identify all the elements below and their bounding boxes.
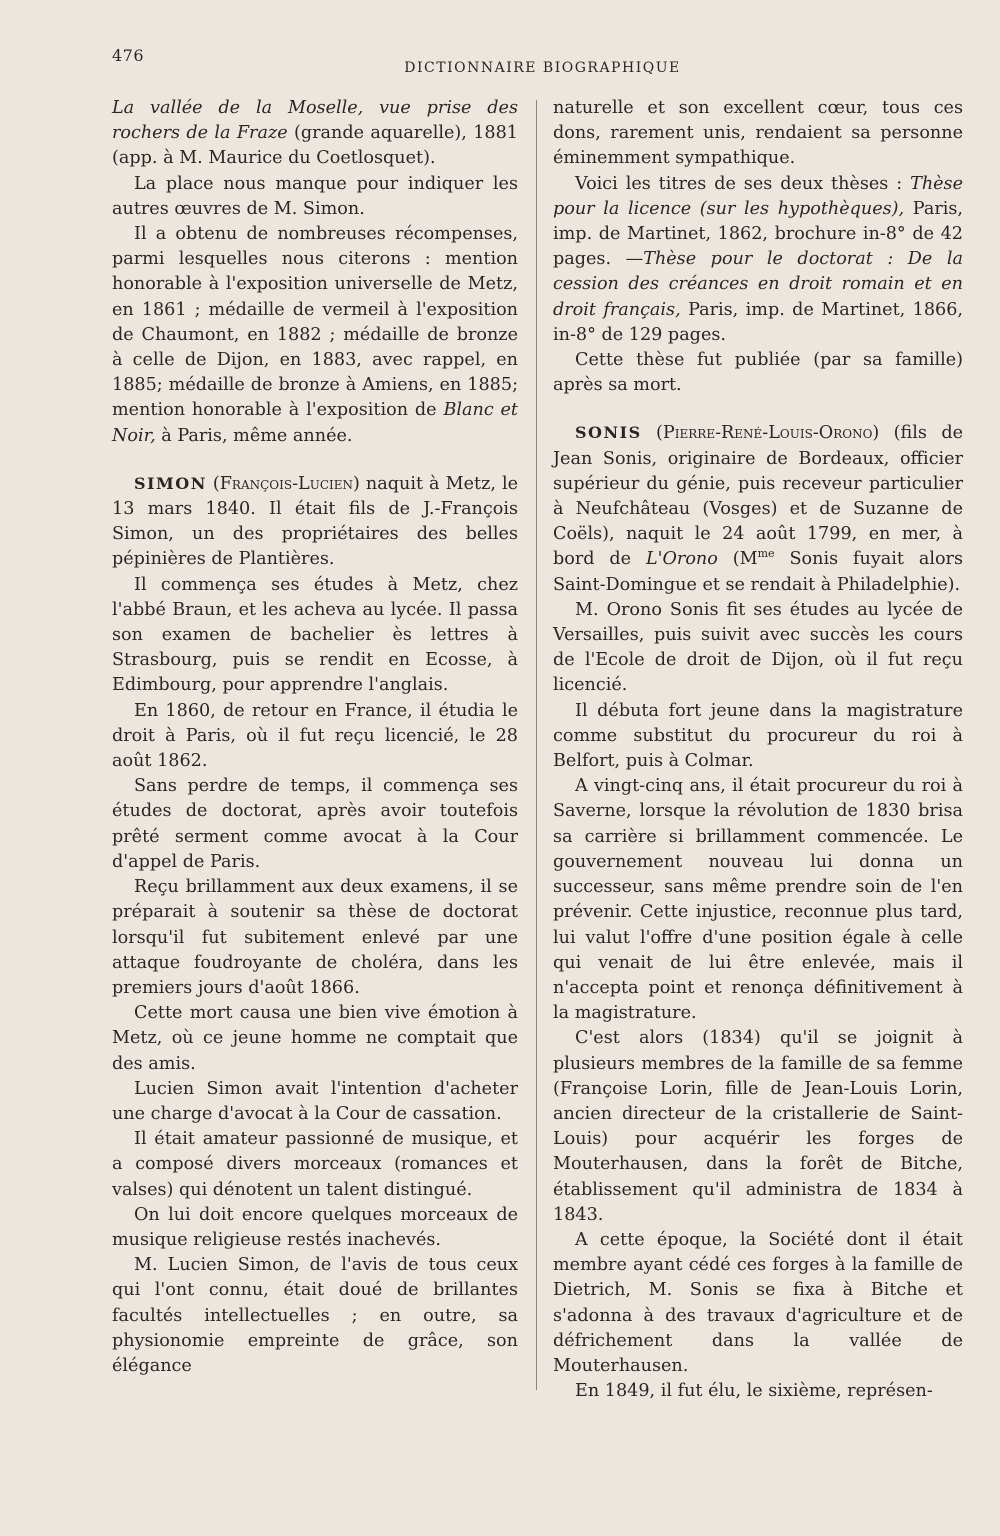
thesis-doctorate-details: Paris, imp. de Martinet, 1866, in-8° de 129 pages.: [553, 299, 964, 345]
thesis-licence-details: Paris, imp. de Martinet, 1862, brochure in-8° de 42 pages. —: [553, 198, 963, 270]
sonis-paragraph-6: A cette époque, la Société dont il était membre ayant cédé ces forges à la famille de Dietrich, M. Sonis se fixa à Bitche et s'adonna à des travaux d'agriculture et de défrichement dans la vallée de Mouterhausen.: [553, 1229, 963, 1376]
theses-intro: Voici les titres de ses deux thèses :: [575, 173, 911, 194]
simon-paragraph-9: On lui doit encore quelques morceaux de musique religieuse restés inachevés.: [112, 1204, 518, 1250]
page-number: 476: [112, 46, 145, 65]
column-divider: [536, 100, 537, 1390]
sonis-paragraph-7: En 1849, il fut élu, le sixième, représen-: [575, 1381, 933, 1402]
simon-paragraph-4: Sans perdre de temps, il commença ses études de doctorat, après avoir toutefois prêté serment comme avocat à la Cour d'appel de Paris.: [112, 776, 518, 872]
sonis-paragraph-2: M. Orono Sonis fit ses études au lycée de Versailles, puis suivit avec succès les cours de l'Ecole de droit de Dijon, où il fut reçu licencié.: [553, 599, 963, 696]
sonis-birth-text: (fils de Jean Sonis, originaire de Bordeaux, officier supérieur du génie, puis receveur particulier à Neufchâteau (Vosges) et de Suzanne de Coëls), naquit le 24 août 1799, en mer, à bord de: [553, 423, 963, 570]
entry-sonis-opening: [553, 420, 963, 597]
simon-paragraph-6: Cette mort causa une bien vive émotion à Metz, où ce jeune homme ne comptait que des amis.: [112, 1003, 518, 1074]
entry-simon-opening: [112, 471, 518, 573]
sonis-birth-text-2: (M: [717, 549, 758, 570]
awards-text-end: à Paris, même année.: [155, 425, 353, 446]
sonis-paragraph-5: C'est alors (1834) qu'il se joignit à plusieurs membres de la famille de sa femme (Françoise Lorin, fille de Jean-Louis Lorin, ancien directeur de la cristallerie de Saint-Louis) pour acquérir les forges de Mouterhausen, dans la forêt de Bitche, établissement qu'il administra de 1834 à 1843.: [553, 1028, 963, 1225]
ship-name: L'Orono: [645, 549, 718, 570]
thesis-licence-title: Thèse pour la licence (sur les hypothèques),: [553, 173, 963, 219]
intro-paragraph-1-text: (grande aquarelle), 1881 (app. à M. Maurice du Coetlosquet).: [112, 123, 518, 169]
exhibition-title: Blanc et Noir,: [112, 400, 518, 446]
headword-sonis: SONIS: [575, 423, 642, 443]
running-title: DICTIONNAIRE BIOGRAPHIQUE: [404, 60, 681, 76]
madame-superscript: me: [757, 547, 775, 561]
right-column: [553, 96, 963, 1404]
simon-paragraph-10: M. Lucien Simon, de l'avis de tous ceux qui l'ont connu, était doué de brillantes facultés intellectuelles ; en outre, sa physionomie empreinte de grâce, son élégance: [112, 1255, 518, 1376]
intro-paragraph-1: [112, 96, 518, 172]
artwork-title: La vallée de la Moselle, vue prise des rochers de la Fraze: [112, 98, 518, 144]
left-column: [112, 96, 518, 1379]
simon-paragraph-7: Lucien Simon avait l'intention d'acheter une charge d'avocat à la Cour de cassation.: [112, 1078, 518, 1124]
simon-paragraph-8: Il était amateur passionné de musique, et a composé divers morceaux (romances et valses) qui dénotent un talent distingué.: [112, 1129, 518, 1200]
awards-text: Il a obtenu de nombreuses récompenses, parmi lesquelles nous citerons : mention honorable à l'exposition universelle de Metz, en 1861 ; médaille de vermeil à l'exposition de Chaumont, en 1882 ; médaille de bronze à celle de Dijon, en 1883, avec rappel, en 1885; médaille de bronze à Amiens, en 1885; mention honorable à l'exposition de: [112, 224, 518, 421]
headword-simon: SIMON: [134, 473, 207, 493]
intro-paragraph-3: [112, 222, 518, 449]
sonis-paragraph-4: A vingt-cinq ans, il était procureur du roi à Saverne, lorsque la révolution de 1830 brisa sa carrière si brillamment commencée. Le gouvernement nouveau lui donna un successeur, sans même prendre soin de l'en prévenir. Cette injustice, reconnue plus tard, lui valut l'offre d'une position égale à celle qui venait de lui être enlevée, mais il n'accepta point et renonça définitivement à la magistrature.: [553, 776, 963, 1024]
thesis-doctorate-title: Thèse pour le doctorat : De la cession des créances en droit romain et en droit français,: [553, 249, 963, 320]
simon-paragraph-5: Reçu brillamment aux deux examens, il se préparait à soutenir sa thèse de doctorat lorsqu'il fut subitement enlevé par une attaque foudroyante de choléra, dans les premiers jours d'août 1866.: [112, 877, 518, 998]
simon-continuation: naturelle et son excellent cœur, tous ces dons, rarement unis, rendaient sa personne éminemment sympathique.: [553, 98, 963, 169]
sonis-paragraph-3: Il débuta fort jeune dans la magistrature comme substitut du procureur du roi à Belfort, puis à Colmar.: [553, 700, 963, 772]
simon-theses: [553, 172, 963, 348]
simon-given-names: (François-Lucien): [212, 473, 360, 494]
simon-paragraph-3: En 1860, de retour en France, il étudia le droit à Paris, où il fut reçu licencié, le 28 août 1862.: [112, 700, 518, 772]
simon-birth-text: naquit à Metz, le 13 mars 1840. Il était fils de J.-François Simon, un des propriétaires des belles pépinières de Plantières.: [112, 473, 518, 570]
simon-thesis-publication: Cette thèse fut publiée (par sa famille) après sa mort.: [553, 350, 963, 396]
simon-paragraph-2: Il commença ses études à Metz, chez l'abbé Braun, et les acheva au lycée. Il passa son examen de bachelier ès lettres à Strasbourg, puis se rendit en Ecosse, à Edimbourg, pour apprendre l'anglais.: [112, 574, 518, 696]
sonis-birth-text-3: Sonis fuyait alors Saint-Domingue et se rendait à Philadelphie).: [553, 549, 963, 595]
intro-paragraph-2: La place nous manque pour indiquer les autres œuvres de M. Simon.: [112, 173, 518, 219]
sonis-given-names: (Pierre-René-Louis-Orono): [656, 423, 880, 444]
